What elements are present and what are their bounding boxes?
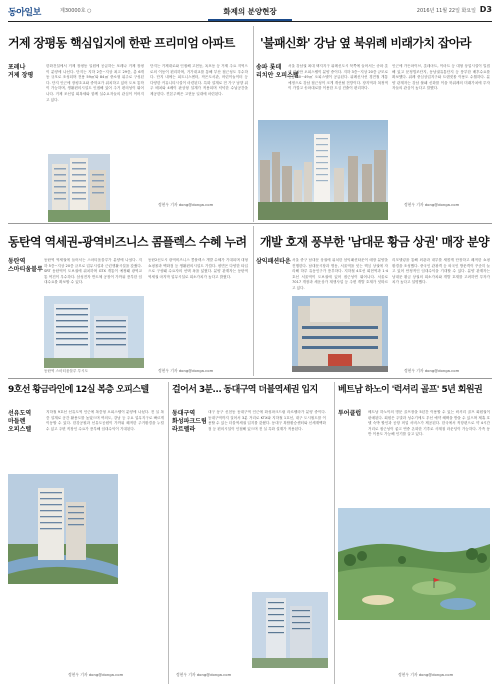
headline: 걸어서 3분… 동대구역 더블역세권 입지 — [172, 385, 318, 395]
project-label: 송파 롯데 리치안 오피스텔 — [256, 64, 299, 79]
article-dongdaegu — [172, 382, 330, 684]
article-namdaemun — [256, 226, 492, 376]
article-songpa — [256, 24, 492, 222]
project-label: 동대구역 화성파크드림 라르펠라 — [172, 410, 207, 433]
headline: '불패신화' 강남 옆 북위례 비래가치 잡아라 — [260, 36, 471, 50]
headline: 개발 호재 풍부한 '남대문 황금 상권' 매장 분양 — [260, 235, 490, 249]
headline: 베트남 하노이 '럭셔리 골프' 5년 회원권 — [338, 385, 483, 395]
body-text-col2: 인근에 가든파이브, 롯데마트, 이마트 등 대형 상업시설이 밀집해 있고 문정법조단지, 동남권유통단지 등 풍부한 배후수요를 확보했다. 위례 중심상업지구와 트랜짓몰 이용도 수월하다. 분양 관계자는 강남 불패 신화를 이을 북위례의 미래가치에 투자자들의 관심이 높다고 말했다. — [392, 64, 490, 91]
body-text-col1: 서울 강남권 최대 택지지구 위례신도시 북쪽에 들어서는 송파 롯데 리치안 오피스텔이 분양 중이다. 지하 3층~지상 20층 규모로 전용 20~49㎡ 오피스텔이 공급된다. 위례신사선 경전철 개통 예정으로 강남 접근성이 크게 개선될 전망이다. 장지역과 복정역이 가깝고 송파대로를 이용한 도심 진출이 편리하다. — [288, 64, 388, 91]
column-divider — [253, 26, 254, 222]
article-seonyudo — [8, 382, 166, 684]
tower-rendering-image — [252, 592, 328, 668]
body-text-col2: 단지는 거제대로와 인접해 고현동, 옥포동 등 거제 주요 지역으로의 이동이 편리하며, 거가대교를 통해 부산 접근성도 우수하다. 단지 내에는 피트니스센터, 작은도서관, 어린이놀이터 등 다양한 커뮤니티시설이 마련된다. 특화 설계로 전 가구 남향 위주 배치와 4베이 판상형 설계가 적용되며 넉넉한 수납공간을 제공한다. 견본주택은 고현동 일대에 마련된다. — [150, 64, 248, 96]
byline: 정현우 기자 dong@donga.com — [158, 202, 214, 207]
golf-course-image — [338, 508, 490, 620]
byline: 정현우 기자 dong@donga.com — [404, 368, 460, 373]
body-text-col2: 리모델링을 통해 외관과 내부를 새롭게 단장하고 쾌적한 쇼핑 환경을 조성했다. 중국인 관광객 등 외국인 방문객이 꾸준히 늘고 있어 안정적인 임대수익을 기대할 수 있다. 분양 관계자는 남대문 황금 상권의 희소가치와 개발 호재를 고려하면 투자가치가 높다고 설명했다. — [392, 258, 490, 285]
body-text: 대구 동구 신천동 동대구역 인근에 화성파크드림 라르펠라가 분양 중이다. 동대구역까지 걸어서 3분 거리로 KTX와 지하철 1호선, 대구 도시철도를 이용할 수 있는 더블역세권 입지를 갖췄다. 동대구 복합환승센터와 신세계백화점 등 편의시설이 인접해 있으며 전 실 특화 설계가 적용된다. — [208, 410, 326, 431]
shopping-mall-image — [292, 296, 388, 372]
project-label: 동탄역 스마티움블루 — [8, 258, 43, 273]
article-dongtan — [8, 226, 252, 376]
project-label: 삼익패션타운 — [256, 258, 291, 265]
body-text-col2: 동탄2신도시 광역비즈니스 콤플렉스 개발 수혜가 기대되며 대형 쇼핑몰과 백화점 등 생활편의시설도 가깝다. 평면은 다양한 타입으로 구성돼 수요자의 선택 폭을 넓혔다. 분양 관계자는 동탄역 역세권 마지막 업무시설로 희소가치가 높다고 밝혔다. — [148, 258, 248, 279]
row-divider — [8, 378, 492, 379]
byline: 정현우 기자 dong@donga.com — [398, 672, 454, 677]
newspaper-masthead: 동아일보 — [8, 8, 41, 18]
headline: 동탄역 역세권-광역비즈니스 콤플렉스 수혜 누려 — [8, 235, 247, 249]
project-label: 선유도역 마들렌 오피스텔 — [8, 410, 32, 433]
publication-date: 2016년 11월 22일 화요일 — [416, 8, 476, 14]
riverside-building-image — [8, 474, 118, 584]
body-text-col1: 서울 중구 남대문 상권에 위치한 삼익패션타운이 매장 분양을 진행한다. 남대문시장과 명동, 서울역을 잇는 핵심 상권에 자리해 하루 유동인구가 풍부하다. 지하철 4호선 회현역과 1·4호선 서울역이 도보권에 있어 접근성이 뛰어나다. 서울로 7017 개장과 세운상가 재생사업 등 주변 개발 호재가 잇따르고 있다. — [292, 258, 388, 290]
headline: 9호선 황금라인에 12실 복층 오피스텔 — [8, 385, 149, 395]
byline: 정현우 기자 dong@donga.com — [158, 368, 214, 373]
body-text-col1: 한화건설에서 거제 장평동 일원에 공급하는 포레나 거제 장평이 분양에 나선다. 단지는 지하 2층~지상 최고 29층, 총 6개 동 규모로 조성되며 전용 59㎡와 84㎡ 중소형 위주로 구성된다. 단지 인근에 장평초교와 중학교가 위치하고 있어 도보 통학이 가능하며, 생활편의시설도 인접해 있어 주거 편의성이 뛰어나다. 거제 조선업 회복세와 함께 실수요자들의 관심이 이어지고 있다. — [46, 64, 144, 102]
body-text: 베트남 하노이의 명문 골프장을 5년간 이용할 수 있는 럭셔리 골프 회원권이 판매된다. 회원은 주말과 성수기에도 우선 예약 혜택을 받을 수 있으며 제휴 호텔 숙박 할인과 공항 픽업 서비스가 제공된다. 한국에서 직항편으로 약 4시간 거리로 접근성이 좋고 연중 온화한 기후로 사계절 라운딩이 가능하다. 가족 동반 이용도 가능해 인기를 끌고 있다. — [368, 410, 490, 437]
cityscape-aerial-image — [258, 120, 388, 220]
body-text: 지하철 9호선 선유도역 인근에 복층형 오피스텔이 분양에 나섰다. 전 실 복층 설계로 공간 활용도를 높였으며 여의도, 강남 등 주요 업무지구로 빠르게 이동할 수 있다. 한강공원과 선유도공원이 가까워 쾌적한 주거환경을 누릴 수 있고 주변 직장인 수요가 풍부해 임대수익이 기대된다. — [46, 410, 164, 431]
row-divider — [8, 223, 492, 224]
byline: 정현우 기자 dong@donga.com — [68, 672, 124, 677]
byline: 정현우 기자 dong@donga.com — [176, 672, 232, 677]
project-label: 투어클럽 — [338, 410, 362, 417]
image-caption: 동탄역 스마티움블루 투시도 — [44, 369, 88, 373]
page-number: D3 — [479, 5, 492, 14]
byline: 정현우 기자 dong@donga.com — [404, 202, 460, 207]
building-rendering-image — [44, 296, 144, 368]
project-label: 포레나 거제 장평 — [8, 64, 34, 79]
column-divider — [253, 226, 254, 376]
column-divider — [334, 382, 335, 684]
headline: 거제 장평동 핵심입지에 한판 프리미엄 아파트 — [8, 36, 235, 50]
page-header — [8, 4, 492, 22]
column-divider — [168, 382, 169, 684]
section-title: 화제의 분양현장 — [208, 6, 292, 21]
article-geoje — [8, 24, 252, 222]
article-hanoi-golf — [338, 382, 492, 684]
body-text-col1: 동탄역 역세권에 들어서는 스마티움블루가 분양에 나섰다. 지하 5층~지상 20층 규모로 업무시설과 근린생활시설을 갖췄다. SRT 동탄역이 도보권에 위치하며 GTX 개통이 예정돼 광역교통 여건이 우수하다. 삼성전자 반도체 공장이 가까워 풍부한 임대수요를 확보할 수 있다. — [44, 258, 142, 285]
apartment-rendering-image — [48, 154, 110, 222]
issue-number: 제30000호 ○ — [60, 8, 92, 14]
